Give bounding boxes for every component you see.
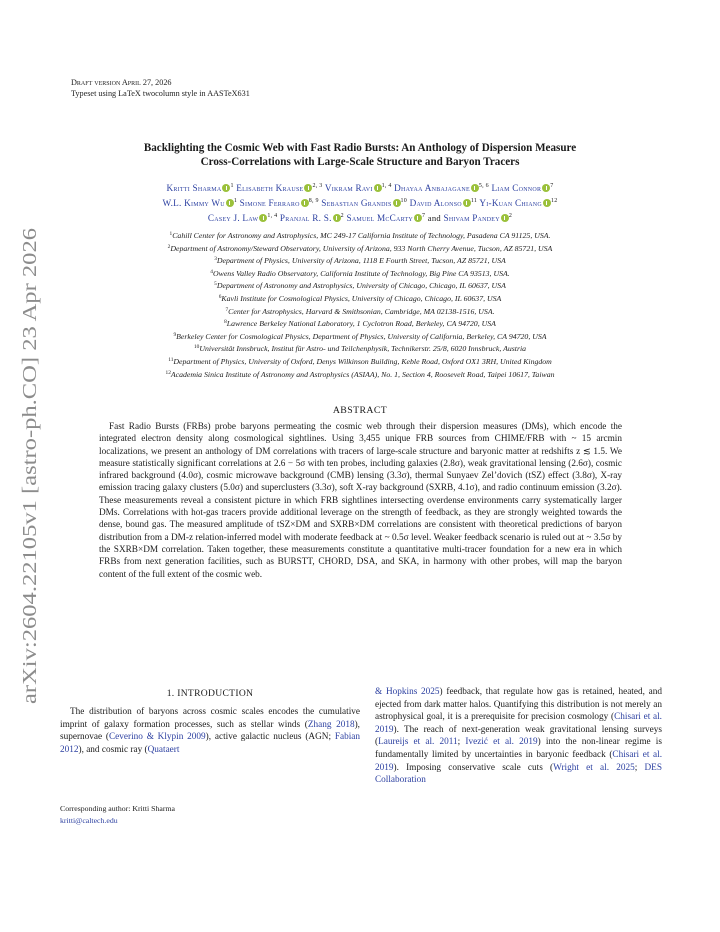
affiliation-text: Berkeley Center for Cosmological Physics, Department of Physics, University of California, Berkeley, CA 94720, USA <box>176 331 547 341</box>
affiliation-text: Academia Sinica Institute of Astronomy and Astrophysics (ASIAA), No. 1, Section 4, Roosevelt Road, Taipei 10617, Taiwan <box>170 369 555 379</box>
orcid-icon[interactable] <box>226 199 234 207</box>
affiliation-line <box>60 330 660 343</box>
affiliation-line <box>60 342 660 355</box>
affiliation-number: 8 <box>224 319 227 326</box>
author[interactable]: Kritti Sharma $^1$ <box>166 183 234 193</box>
author[interactable]: Sebastian Grandis $^{10}$ <box>321 198 408 209</box>
author[interactable]: Elisabeth Krause $^{2, 3}$ <box>236 183 323 193</box>
citation-link[interactable]: & Hopkins 2025 <box>375 687 440 697</box>
affiliation-line <box>60 292 660 305</box>
author[interactable]: Vikram Ravi $^{1, 4}$ <box>324 183 392 193</box>
affiliation-text: Department of Astronomy/Steward Observatory, University of Arizona, 933 North Cherry Avenue, Tucson, AZ 85721, USA <box>170 243 553 253</box>
author-line-2 <box>70 195 650 210</box>
orcid-icon[interactable] <box>471 184 479 192</box>
affiliation-line <box>60 267 660 280</box>
orcid-icon[interactable] <box>301 199 309 207</box>
intro-right-column: & Hopkins 2025) feedback, that regulate how gas is retained, heated, and ejected from dark matter halos. Quantifying this distribution is not merely an astrophysical goal, it is a prerequisite for precision cosmology (Chisari et al. 2019). The reach of next-generation weak gravitational lensing surveys (Laureijs et al. 2011; Ivezić et al. 2019) into the non-linear regime is fundamentally limited by uncertainties in baryonic feedback (Chisari et al. 2019). Imposing conservative scale cuts (Wright et al. 2025; DES Collaboration <box>375 687 663 786</box>
affiliation-number: 3 <box>214 256 217 263</box>
affiliation-number: 6 <box>218 293 222 300</box>
author-line-3 <box>70 210 650 225</box>
affiliation-number: 7 <box>225 306 229 313</box>
author[interactable]: W.L. Kimmy Wu $^1$ <box>162 198 238 209</box>
affiliation-text: Cahill Center for Astronomy and Astrophysics, MC 249-17 California Institute of Technology, Pasadena CA 91125, USA. <box>172 231 551 240</box>
orcid-icon[interactable] <box>414 214 422 222</box>
author[interactable]: Liam Connor $^7$ <box>491 183 554 193</box>
affiliation-line <box>60 229 660 242</box>
affiliation-text: Department of Physics, University of Arizona, 1118 E Fourth Street, Tucson, AZ 85721, USA <box>216 256 506 266</box>
citation-link[interactable]: Laureijs et al. 2011 <box>378 737 458 748</box>
draft-version-line: Draft version April 27, 2026 <box>71 78 172 87</box>
author[interactable]: Yi-Kuan Chiang $^{12}$ <box>479 198 558 209</box>
affiliation-line <box>60 355 660 368</box>
citation-link[interactable]: Ceverino & Klypin 2009 <box>109 732 206 743</box>
arxiv-stamp-text: arXiv:2604.22105v1 [astro-ph.CO] 23 Apr 2026 <box>20 325 41 704</box>
affiliation-number: 2 <box>167 243 171 250</box>
affiliation-number: 9 <box>173 331 177 338</box>
author[interactable]: Casey J. Law $^{1, 4}$ <box>207 213 278 224</box>
citation-link[interactable]: Ivezić et al. 2019 <box>465 737 538 748</box>
author[interactable]: David Alonso $^{11}$ <box>409 198 478 209</box>
citation-link[interactable]: Wright et al. 2025 <box>553 762 635 773</box>
affiliation-line <box>60 305 660 318</box>
intro-left-column: The distribution of baryons across cosmic scales encodes the cumulative imprint of galaxy formation processes, such as stellar winds (Zhang 2018), supernovae (Ceverino & Klypin 2009), active galactic nucleus (AGN; Fabian 2012), and cosmic ray (Quataert <box>60 707 360 755</box>
affiliation-line <box>60 368 660 381</box>
citation-link[interactable]: Chisari et al. 2019 <box>375 712 662 735</box>
title-line-1: Backlighting the Cosmic Web with Fast Radio Bursts: An Anthology of Dispersion Measure <box>143 142 577 154</box>
orcid-icon[interactable] <box>501 214 509 222</box>
affiliation-line <box>60 317 660 330</box>
affiliation-text: Kavli Institute for Cosmological Physics, University of Chicago, Chicago, IL 60637, USA <box>221 293 502 303</box>
affiliation-text: Lawrence Berkeley National Laboratory, 1 Cyclotron Road, Berkeley, CA 94720, USA <box>226 319 496 329</box>
corresponding-author <box>60 803 175 827</box>
abstract-text: Fast Radio Bursts (FRBs) probe baryons permeating the cosmic web through their dispersion measures (DMs), which encode the integrated electron density along cosmological sightlines. Using 3,455 unique FRB sources from CHIME/FRB with ~ 15 arcmin localizations, we present an anthology of DM correlations with tracers of large-scale structure and baryonic matter at redshifts z ≲ 1.5. We measure statistically significant correlations at 2.6 − 5σ with ten probes, including galaxies (2.8σ), weak gravitational lensing (2.6σ), cosmic infrared background (4.0σ), cosmic microwave background (CMB) lensing (3.3σ), thermal Sunyaev Zel’dovich (tSZ) effect (3.8σ), X-ray emission tracing galaxy clusters (5.0σ) and superclusters (3.3σ), soft X-ray background (SXRB, 4.1σ), and radio continuum emission (3.2σ). These measurements reveal a consistent picture in which FRB sightlines intersecting overdense environments carry systematically larger DMs. Correlations with hot-gas tracers provide additional leverage on the strength of feedback, as they are strongly weighted towards the dense, bound gas. The measured amplitude of tSZ×DM and SXRB×DM correlations are consistent with theoretical predictions of baryon distribution from a DM-z relation-inferred model with moderate feedback at ~ 0.5σ level. Weaker feedback scenario is ruled out at ~ 3.5σ by the SXRB×DM correlation. Taken together, these measurements constitute a quantitative multi-tracer foundation for a new era in which FRBs from next generation facilities, such as BURSTT, CHORD, DSA, and SKA, in harmony with other probes, will map the baryon content of the full extent of the cosmic web. <box>99 422 622 580</box>
corresponding-author-email[interactable]: kritti@caltech.edu <box>60 816 118 825</box>
abstract-heading: ABSTRACT <box>332 405 388 416</box>
orcid-icon[interactable] <box>543 199 551 207</box>
affiliation-text: Universität Innsbruck, Institut für Astro- und Teilchenphysik, Technikerstr. 25/8, 6020 Innsbruck, Austria <box>199 344 527 354</box>
affiliation-number: 4 <box>210 268 213 275</box>
section-heading-introduction: 1. INTRODUCTION <box>166 688 254 699</box>
author[interactable]: Shivam Pandey $^2$ <box>443 213 513 224</box>
citation-link[interactable]: Zhang 2018 <box>307 719 355 730</box>
author[interactable]: Pranjal R. S. $^2$ <box>279 213 344 224</box>
affiliation-number: 12 <box>165 369 171 376</box>
orcid-icon[interactable] <box>463 199 471 207</box>
author[interactable]: Simone Ferraro $^{8, 9}$ <box>239 198 319 209</box>
citation-link[interactable]: Quataert <box>147 744 180 755</box>
orcid-icon[interactable] <box>542 184 550 192</box>
author[interactable]: Dhayaa Anbajagane $^{5, 6}$ <box>394 183 489 193</box>
affiliation-text: Owens Valley Radio Observatory, California Institute of Technology, Big Pine CA 93513, USA. <box>213 268 510 278</box>
author-line-1 <box>70 180 650 195</box>
typeset-line: Typeset using LaTeX twocolumn style in AASTeX631 <box>71 89 250 98</box>
orcid-icon[interactable] <box>393 199 401 207</box>
affiliation-line <box>60 242 660 255</box>
paper-title <box>80 141 640 170</box>
affiliation-number: 11 <box>168 356 174 363</box>
citation-link[interactable]: DES Collaboration <box>375 762 662 786</box>
orcid-icon[interactable] <box>259 214 267 222</box>
affiliation-number: 10 <box>193 344 200 351</box>
corresponding-author-label: Corresponding author: Kritti Sharma <box>60 804 175 813</box>
affiliation-line <box>60 254 660 267</box>
title-line-2: Cross-Correlations with Large-Scale Structure and Baryon Tracers <box>200 156 520 169</box>
and-word: and <box>427 213 441 224</box>
affiliation-list <box>60 229 660 380</box>
affiliation-number: 5 <box>214 281 217 288</box>
orcid-icon[interactable] <box>333 214 341 222</box>
arxiv-stamp <box>7 226 47 706</box>
author[interactable]: Samuel McCarty $^7$ <box>346 213 426 224</box>
citation-link[interactable]: Fabian 2012 <box>60 732 360 755</box>
affiliation-text: Department of Physics, University of Oxford, Denys Wilkinson Building, Keble Road, Oxford OX1 3RH, United Kingdom <box>173 356 552 366</box>
citation-link[interactable]: Chisari et al. 2019 <box>375 749 663 773</box>
affiliation-line <box>60 279 660 292</box>
author-list <box>70 180 650 226</box>
orcid-icon[interactable] <box>374 184 382 192</box>
affiliation-text: Department of Astronomy and Astrophysics, University of Chicago, Chicago, IL 60637, USA <box>216 281 506 291</box>
affiliation-text: Center for Astrophysics, Harvard & Smithsonian, Cambridge, MA 02138-1516, USA. <box>228 306 495 316</box>
affiliation-number: 1 <box>169 231 173 237</box>
